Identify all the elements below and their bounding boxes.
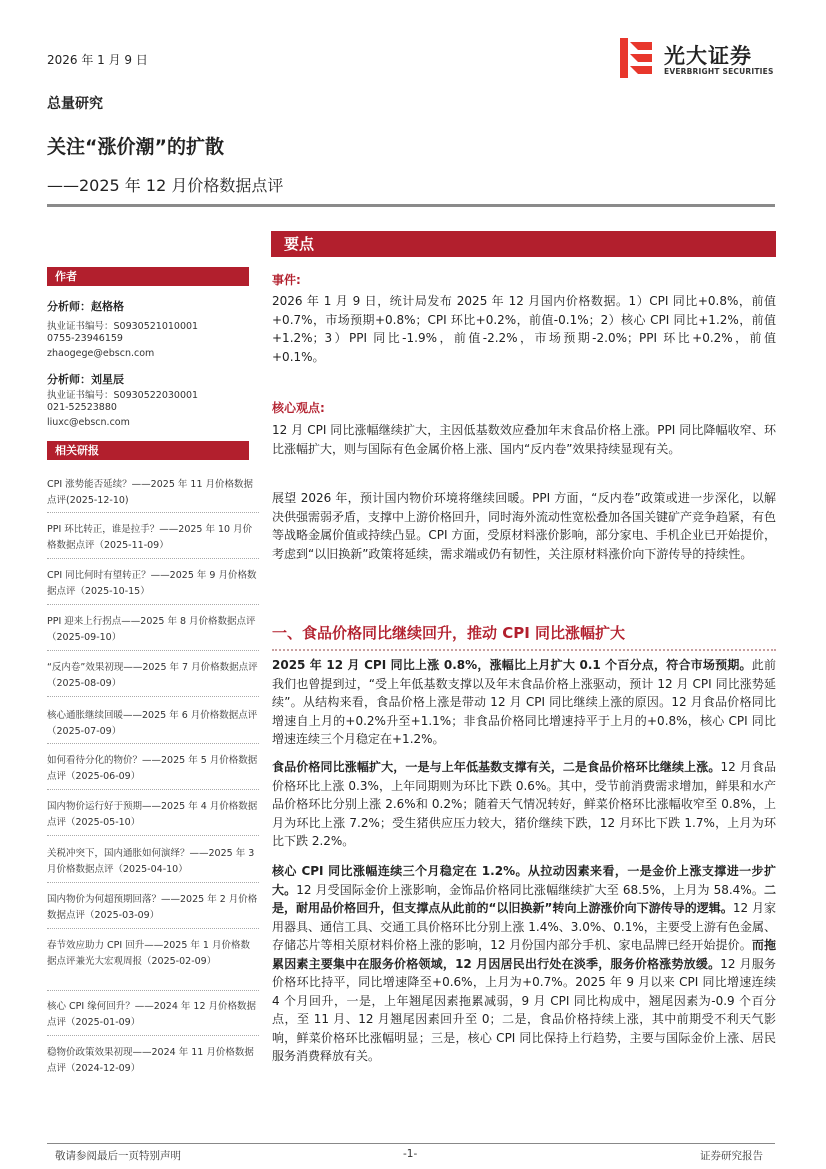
- related-divider: [47, 882, 259, 883]
- paragraph-emphasis: 而拖累因素主要集中在服务价格领域，12 月因居民出行处在淡季，服务价格涨势放缓。: [272, 938, 776, 971]
- related-report-link[interactable]: 国内物价运行好于预期——2025 年 4 月价格数据点评（2025-05-10）: [47, 801, 258, 828]
- core-view-paragraph: 12 月 CPI 同比涨幅继续扩大，主因低基数效应叠加年末食品价格上涨。PPI 同比降幅收窄、环比涨幅扩大，则与国际有色金属价格上涨、国内“反内卷”效果持续显现有关。: [272, 423, 776, 456]
- paragraph-lead: 核心 CPI 同比涨幅连续三个月稳定在 1.2%。从拉动因素来看，一是金价上涨支撑进一步扩大。: [272, 864, 776, 897]
- related-report-link[interactable]: PPI 环比转正，谁是拉手？——2025 年 10 月价格数据点评（2025-11-09）: [47, 524, 253, 551]
- analyst-email[interactable]: liuxc@ebscn.com: [47, 417, 130, 428]
- core-view-label: 核心观点:: [272, 401, 325, 415]
- analyst-phone: 021-52523880: [47, 402, 117, 413]
- event-paragraph: 2026 年 1 月 9 日，统计局发布 2025 年 12 月国内价格数据。1）CPI 同比+0.8%，前值+0.7%，市场预期+0.8%；CPI 环比+0.2%，前值-0.1%；2）核心 CPI 同比+1.2%，前值+1.2%；3）PPI 同比-1.9%，前值-2.2%，市场预期-2.0%；PPI 环比+0.2%，前值+0.1%。: [272, 294, 776, 364]
- key-points-banner: [271, 231, 776, 257]
- page-number: -1-: [403, 1148, 418, 1160]
- key-points-title: 要点: [284, 235, 315, 253]
- related-report-link[interactable]: PPI 迎来上行拐点——2025 年 8 月价格数据点评（2025-09-10）: [47, 616, 256, 643]
- related-research-header: 相关研报: [47, 441, 249, 460]
- related-divider: [47, 650, 259, 651]
- analyst-cert: 执业证书编号：S0930522030001: [47, 390, 199, 401]
- related-divider: [47, 928, 259, 929]
- related-divider: [47, 789, 259, 790]
- related-report-link[interactable]: 核心 CPI 缘何回升？——2024 年 12 月价格数据点评（2025-01-09）: [47, 1001, 257, 1028]
- related-report-link[interactable]: 春节效应助力 CPI 回升——2025 年 1 月价格数据点评兼光大宏观周报（2025-02-09）: [47, 940, 250, 967]
- related-report-link[interactable]: 国内物价为何超预期回落？——2025 年 2 月价格数据点评（2025-03-09）: [47, 894, 258, 921]
- related-divider: [47, 512, 259, 513]
- paragraph-text: 12 月食品价格环比上涨 0.3%，上年同期则为环比下跌 0.6%。其中，受节前消费需求增加，鲜果和水产品价格环比分别上涨 2.6%和 0.2%；随着天气情况转好，鲜菜价格环比涨幅收窄至 0.8%，上月为环比上涨 7.2%；受生猪供应压力较大，猪价继续下跌，12 月环比下跌 1.7%，上月为环比下跌 2.2%。: [272, 760, 776, 848]
- report-date: 2026 年 1 月 9 日: [47, 53, 148, 67]
- logo-english-name: EVERBRIGHT SECURITIES: [664, 67, 774, 76]
- paragraph-text: 12 月服务价格环比持平，同比增速降至+0.6%，上月为+0.7%。2025 年 9 月以来 CPI 同比增速连续 4 个月回升，一是，上年翘尾因素拖累减弱，9 月 CPI 同比构成中，翘尾因素为-0.9 个百分点，至 11 月、12 月翘尾因素回升至 0；二是，食品价格持续上涨，其中前期受不利天气影响，鲜菜价格环比涨幅明显；三是，核心 CPI 同比保持上行趋势，主要与国际金价上涨、居民服务消费释放有关。: [272, 956, 776, 1063]
- related-report-link[interactable]: CPI 同比何时有望转正？——2025 年 9 月价格数据点评（2025-10-15）: [47, 570, 257, 597]
- analyst-cert: 执业证书编号：S0930521010001: [47, 321, 199, 332]
- related-divider: [47, 990, 259, 991]
- related-divider: [47, 604, 259, 605]
- related-report-link[interactable]: “反内卷”效果初现——2025 年 7 月价格数据点评（2025-08-09）: [47, 662, 258, 689]
- authors-header: 作者: [47, 267, 249, 286]
- section-1-title: 一、食品价格同比继续回升，推动 CPI 同比涨幅扩大: [272, 624, 626, 642]
- paragraph-lead: 2025 年 12 月 CPI 同比上涨 0.8%，涨幅比上月扩大 0.1 个百分点，符合市场预期。: [272, 658, 752, 672]
- analyst-name: 分析师：赵格格: [47, 300, 124, 313]
- related-report-link[interactable]: 核心通胀继续回暖——2025 年 6 月价格数据点评（2025-07-09）: [47, 710, 258, 737]
- paragraph-lead: 食品价格同比涨幅扩大，一是与上年低基数支撑有关，二是食品价格环比继续上涨。: [272, 760, 721, 774]
- paragraph-text: 12 月受国际金价上涨影响，金饰品价格同比涨幅继续扩大至 68.5%，上月为 58.4%。: [296, 882, 764, 897]
- related-divider: [47, 1035, 259, 1036]
- paragraph-emphasis: 二是，耐用品价格回升，但支撑点从此前的“以旧换新”转向上游涨价向下游传导的逻辑。: [272, 882, 776, 915]
- logo-mark-icon: [618, 38, 656, 78]
- related-report-link[interactable]: CPI 涨势能否延续？——2025 年 11 月价格数据点评(2025-12-10): [47, 479, 254, 506]
- footer-disclaimer[interactable]: 敬请参阅最后一页特别声明: [55, 1150, 181, 1162]
- report-subtitle: ——2025 年 12 月价格数据点评: [47, 176, 284, 195]
- analyst-name: 分析师：刘星辰: [47, 373, 124, 386]
- report-title: 关注“涨价潮”的扩散: [47, 136, 224, 158]
- related-divider: [47, 743, 259, 744]
- related-report-link[interactable]: 关税冲突下，国内通胀如何演绎？——2025 年 3 月价格数据点评（2025-04-10）: [47, 848, 255, 875]
- analyst-email[interactable]: zhaogege@ebscn.com: [47, 348, 155, 359]
- footer-divider: [47, 1143, 775, 1144]
- company-logo: [618, 36, 778, 82]
- related-report-link[interactable]: 稳物价政策效果初现——2024 年 11 月价格数据点评（2024-12-09）: [47, 1047, 254, 1074]
- paragraph-text: 此前我们也曾提到过，“受上年低基数支撑以及年末食品价格上涨驱动，预计 12 月 CPI 同比涨势延续”。从结构来看，食品价格上涨是带动 12 月 CPI 同比继续上涨的原因。12 月食品价格同比增速自上月的+0.2%升至+1.1%；非食品价格同比增速持平于上月的+0.8%，核心 CPI 同比增速连续三个月稳定在+1.2%。: [272, 658, 776, 746]
- outlook-paragraph: 展望 2026 年，预计国内物价环境将继续回暖。PPI 方面，“反内卷”政策或进一步深化，以解决供强需弱矛盾，支撑中上游价格回升，同时海外流动性宽松叠加各国关键矿产竞争趋紧，有色等战略金属价值或持续凸显。CPI 方面，受原材料涨价影响，部分家电、手机企业已开始提价，考虑到“以旧换新”政策将延续，需求端或仍有韧性，关注原材料涨价向下游传导的持续性。: [272, 491, 777, 561]
- logo-chinese-name: 光大证券: [664, 44, 752, 68]
- related-divider: [47, 835, 259, 836]
- event-label: 事件:: [272, 273, 301, 287]
- body-paragraph-1: [272, 656, 776, 749]
- body-paragraph-2: [272, 758, 776, 851]
- related-report-link[interactable]: 如何看待分化的物价？——2025 年 5 月价格数据点评（2025-06-09）: [47, 755, 258, 782]
- related-divider: [47, 558, 259, 559]
- paragraph-text: 12 月家用器具、通信工具、交通工具价格环比分别上涨 1.4%、3.0%、0.1%，主要受上游有色金属、存储芯片等相关原材料价格上涨的影响，12 月份国内部分手机、家电品牌已经开始提价。: [272, 901, 776, 952]
- section-1-divider: [272, 649, 776, 651]
- report-category: 总量研究: [47, 96, 103, 112]
- header-divider: [47, 204, 775, 207]
- related-divider: [47, 696, 259, 697]
- footer-report-type: 证券研究报告: [700, 1150, 763, 1162]
- analyst-phone: 0755-23946159: [47, 333, 123, 344]
- body-paragraph-3: [272, 862, 776, 1066]
